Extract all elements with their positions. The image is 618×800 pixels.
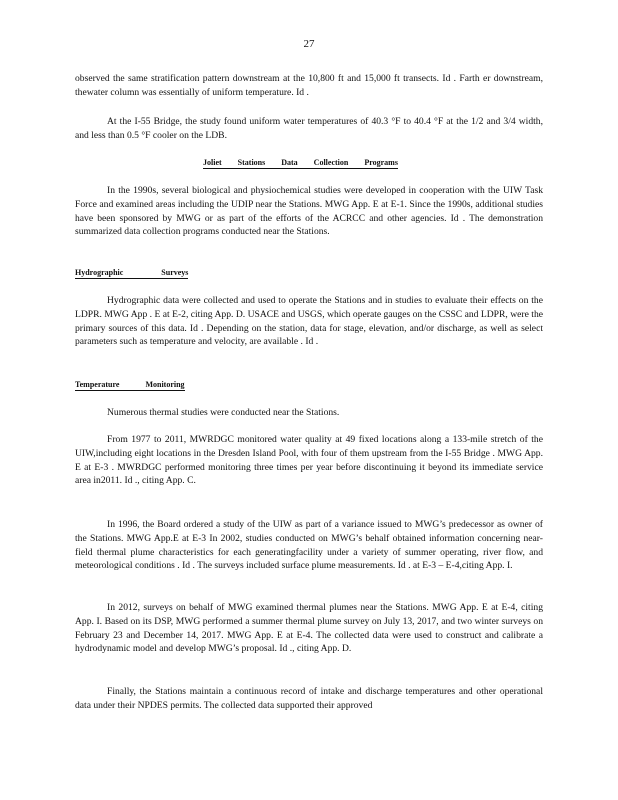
paragraph-1996-study: In 1996, the Board ordered a study of the UIW as part of a variance issued to MWG’s predecessor as owner of the Stations. MWG App.E at E-3 In 2002, studies conducted on MWG’s behalf obtained information concerning near-field thermal plume characteristics for each generatingfacility under a variety of summer operating, river flow, and meteorological conditions . Id . The surveys included surface plume measurements. Id . at E-3 – E-4,citing App. I. [75,519,543,572]
page-number: 27 [303,38,315,50]
heading-text: Joliet Stations Data Collection Programs [203,158,398,167]
heading-text: Temperature Monitoring [75,380,185,389]
paragraph-npdes-records: Finally, the Stations maintain a continuous record of intake and discharge temperatures and other operational data under their NPDES permits. The collected data supported their approved [75,686,543,711]
heading-hydrographic-surveys [75,268,188,277]
paragraph-stratification: observed the same stratification pattern downstream at the 10,800 ft and 15,000 ft transects. Id . Farth er downstream, thewater column was essentially of uniform temperature. Id . [75,73,543,98]
heading-temperature-monitoring [75,380,185,389]
paragraph-mwrdgc-monitoring: From 1977 to 2011, MWRDGC monitored water quality at 49 fixed locations along a 133-mile stretch of the UIW,including eight locations in the Dresden Island Pool, with four of them upstream from the I-55 Bridge . MWG App. E at E-3 . MWRDGC performed monitoring three times per year before discontinuing it beyond its immediate service area in2011. Id ., citing App. C. [75,434,543,487]
paragraph-hydrographic-data: Hydrographic data were collected and used to operate the Stations and in studies to evaluate their effects on the LDPR. MWG App . E at E-2, citing App. D. USACE and USGS, which operate gauges on the CSSC and LDPR, were the primary sources of this data. Id . Depending on the station, data for stage, elevation, and/or discharge, as well as select parameters such as temperature and velocity, are available . Id . [75,295,543,348]
paragraph-2012-surveys: In 2012, surveys on behalf of MWG examined thermal plumes near the Stations. MWG App. E at E-4, citing App. I. Based on its DSP, MWG performed a summer thermal plume survey on July 13, 2017, and two winter surveys on February 23 and December 14, 2017. MWG App. E at E-4. The collected data were used to construct and calibrate a hydrodynamic model and develop MWG’s proposal. Id ., citing App. D. [75,602,543,655]
paragraph-i55-bridge: At the I-55 Bridge, the study found uniform water temperatures of 40.3 °F to 40.4 °F at the 1/2 and 3/4 width, and less than 0.5 °F cooler on the LDB. [75,116,543,141]
paragraph-thermal-studies: Numerous thermal studies were conducted near the Stations. [107,407,340,418]
heading-text: Hydrographic Surveys [75,268,189,277]
heading-data-collection-programs [203,158,398,167]
paragraph-1990s-studies: In the 1990s, several biological and physiochemical studies were developed in cooperation with the UIW Task Force and examined areas including the UDIP near the Stations. MWG App. E at E-1. Since the 1990s, additional studies have been sponsored by MWG or as part of the efforts of the ACRCC and other agencies. Id . The demonstration summarized data collection programs conducted near the Stations. [75,185,543,238]
